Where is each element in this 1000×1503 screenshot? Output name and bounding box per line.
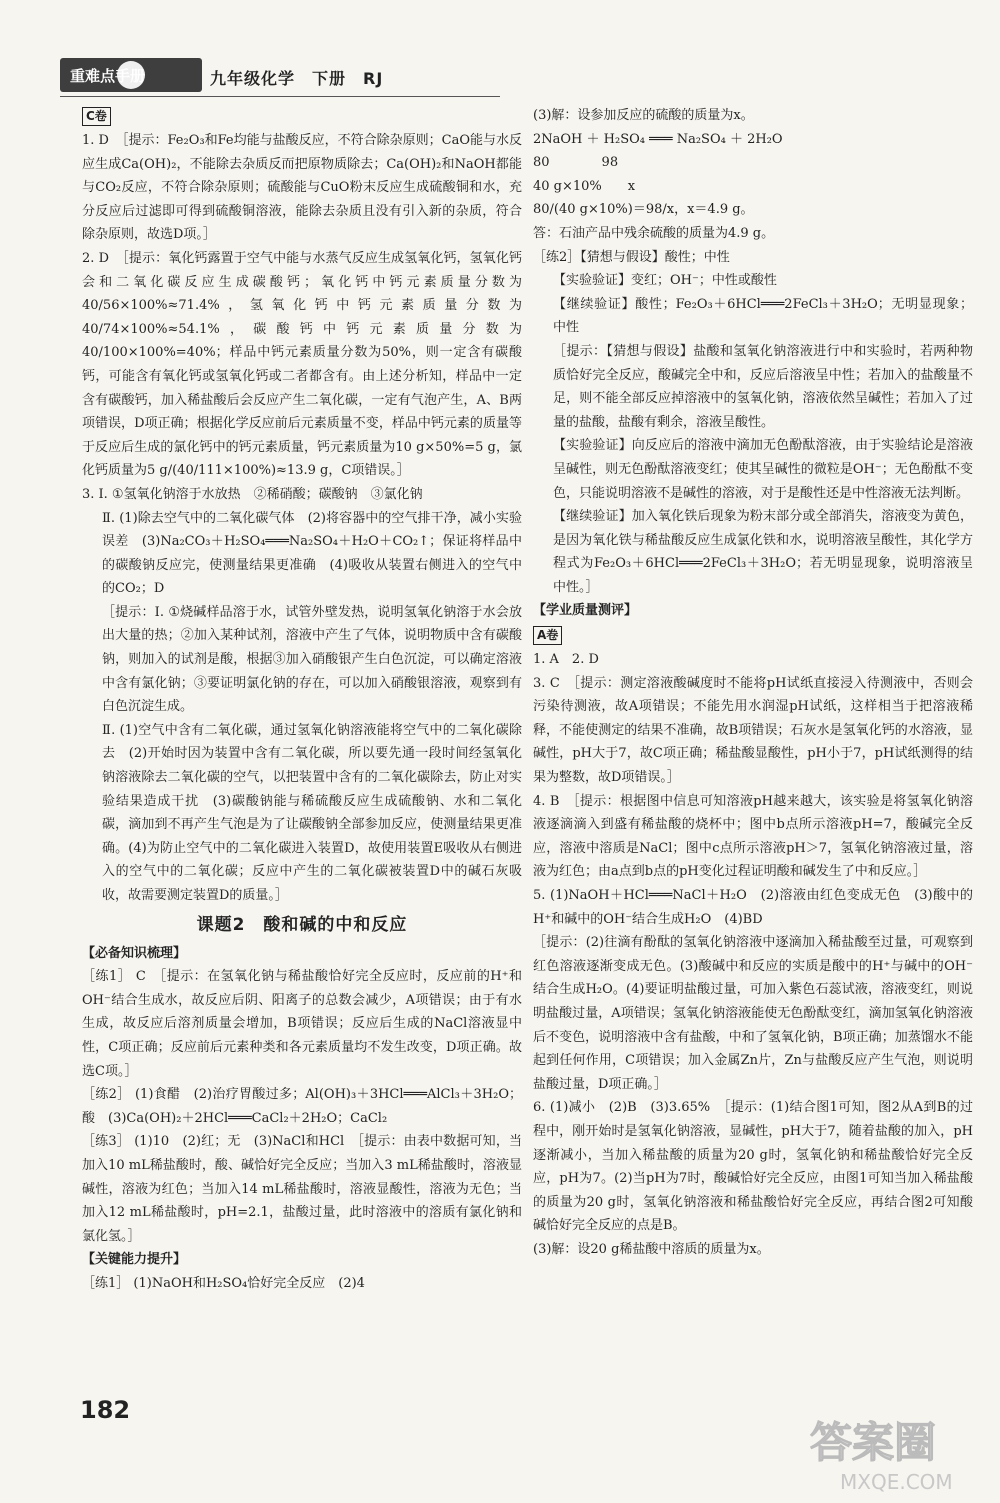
section-tag <box>533 623 973 648</box>
answer-paragraph: ［练2］【猜想与假设】酸性；中性 <box>533 249 730 265</box>
answer-paragraph: ［练3］ (1)10 (2)红；无 (3)NaCl和HCl ［提示：由表中数据可知，当加入10 mL稀盐酸时，酸、碱恰好完全反应；当加入3 mL稀盐酸时，溶液显碱性，溶液为红色；当加入14 mL稀盐酸时，溶液显酸性，溶液为无色；当加入12 mL稀盐酸时，pH=2.1，盐酸过量，此时溶液中的溶质有氯化钠和氯化氢。］ <box>82 1134 522 1244</box>
watermark-url: MXQE.COM <box>840 1470 953 1494</box>
answer-paragraph: 【继续验证】加入氧化铁后现象为粉末部分或全部消失，溶液变为黄色，是因为氧化铁与稀盐酸反应生成氯化铁和水，说明溶液呈酸性，其化学方程式为Fe₂O₃＋6HCl═══2FeCl₃＋3H₂O；若无明显现象，说明溶液呈中性。］ <box>553 509 973 595</box>
answer-paragraph: 1. A 2. D <box>533 652 599 668</box>
header-divider <box>60 96 500 97</box>
answer-paragraph: 80/(40 g×10%)＝98/x，x＝4.9 g。 <box>533 202 754 218</box>
left-column <box>82 104 522 1296</box>
answer-paragraph: ［提示：(2)往滴有酚酞的氢氧化钠溶液中逐滴加入稀盐酸至过量，可观察到红色溶液逐渐变成无色。(3)酸碱中和反应的实质是酸中的H⁺与碱中的OH⁻结合生成H₂O。(4)要证明盐酸过量，可加入紫色石蕊试液，溶液变红，则说明盐酸过量，A项错误；氢氧化钠溶液能使无色酚酞变红，滴加氢氧化钠溶液后不变色，说明溶液中含有盐酸，中和了氢氧化钠，B项正确；加蒸馏水不能起到任何作用，C项错误；加入金属Zn片，Zn与盐酸反应产生气泡，则说明盐酸过量，D项正确。］ <box>533 935 973 1092</box>
answer-paragraph: ［提示：【猜想与假设】盐酸和氢氧化钠溶液进行中和实验时，若两种物质恰好完全反应，酸碱完全中和，反应后溶液呈中性；若加入的盐酸量不足，则不能全部反应掉溶液中的氢氧化钠，溶液依然呈碱性；若加入了过量的盐酸，盐酸有剩余，溶液呈酸性。 <box>553 343 973 430</box>
right-column <box>533 104 973 1262</box>
answer-paragraph: 80 98 <box>533 155 619 171</box>
logo-text: 重难点手册 <box>70 67 146 85</box>
page-header <box>60 56 530 96</box>
answer-paragraph: Ⅱ. (1)除去空气中的二氧化碳气体 (2)将容器中的空气排干净，减小实验误差 (3)Na₂CO₃＋H₂SO₄═══Na₂SO₄＋H₂O＋CO₂↑；保证将样品中的碳酸钠反应完，使测量结果更准确 (4)吸收从装置右侧进入的空气中的CO₂；D <box>102 510 522 597</box>
answer-paragraph: 2NaOH ＋ H₂SO₄ ═══ Na₂SO₄ ＋ 2H₂O <box>533 131 783 147</box>
answer-paragraph: 6. (1)减小 (2)B (3)3.65% ［提示：(1)结合图1可知，图2从A到B的过程中，刚开始时是氢氧化钠溶液，显碱性，pH大于7，随着盐酸的加入，pH逐渐减小，当加入稀盐酸的质量为20 g时，氢氧化钠和稀盐酸恰好完全反应，pH为7。(2)当pH为7时，酸碱恰好完全反应，由图1可知当加入稀盐酸的质量为20 g时，氢氧化钠溶液和稀盐酸恰好完全反应，再结合图2可知酸碱恰好完全反应的点是B。 <box>533 1100 973 1234</box>
book-logo <box>60 58 202 92</box>
section-tag-label: C卷 <box>82 107 111 126</box>
answer-paragraph: 4. B ［提示：根据图中信息可知溶液pH越来越大，该实验是将氢氧化钠溶液逐滴滴入到盛有稀盐酸的烧杯中；图中b点所示溶液pH=7，酸碱完全反应，溶液中溶质是NaCl；图中c点所示溶液pH＞7，氢氧化钠溶液过量，溶液为红色；由a点到b点的pH变化过程证明酸和碱发生了中和反应。］ <box>533 793 973 880</box>
answer-paragraph: Ⅱ. (1)空气中含有二氧化碳，通过氢氧化钠溶液能将空气中的二氧化碳除去 (2)开始时因为装置中含有二氧化碳，所以要先通一段时间经氢氧化钠溶液除去二氧化碳的空气，以把装置中含有的二氧化碳除去，防止对实验结果造成干扰 (3)碳酸钠能与稀硫酸反应生成硫酸钠、水和二氧化碳，滴加到不再产生气泡是为了让碳酸钠全部参加反应，使测量结果更准确。(4)为防止空气中的二氧化碳进入装置D，故使用装置E吸收从右侧进入的空气中的二氧化碳；反应中产生的二氧化碳被装置D中的碱石灰吸收，故需要测定装置D的质量。］ <box>102 722 522 903</box>
answer-paragraph: ［练1］ C ［提示：在氢氧化钠与稀盐酸恰好完全反应时，反应前的H⁺和OH⁻结合生成水，故反应后阴、阳离子的总数会减少，A项错误；由于有水生成，故反应后溶剂质量会增加，B项错误；反应后生成的NaCl溶液显中性，C项正确；反应前后元素种类和各元素质量均不发生改变，D项正确。故选C项。］ <box>82 969 522 1079</box>
watermark-text: 答案圈 <box>810 1418 937 1467</box>
section-heading: 【学业质量测评】 <box>533 603 638 619</box>
answer-paragraph: ［练2］ (1)食醋 (2)治疗胃酸过多；Al(OH)₃＋3HCl═══AlCl₃＋3H₂O；酸 (3)Ca(OH)₂＋2HCl═══CaCl₂＋2H₂O；CaCl₂ <box>82 1087 522 1126</box>
answer-paragraph: ［练1］ (1)NaOH和H₂SO₄恰好完全反应 (2)4 <box>82 1275 365 1291</box>
answer-paragraph: 答：石油产品中残余硫酸的质量为4.9 g。 <box>533 225 775 241</box>
watermark-logo <box>800 1405 980 1495</box>
answer-paragraph: (3)解：设20 g稀盐酸中溶质的质量为x。 <box>533 1241 770 1257</box>
answer-paragraph: 【实验验证】向反应后的溶液中滴加无色酚酞溶液，由于实验结论是溶液呈碱性，则无色酚酞溶液变红；使其呈碱性的微粒是OH⁻；无色酚酞不变色，只能说明溶液不是碱性的溶液，对于是酸性还是中性溶液无法判断。 <box>553 438 973 501</box>
book-subtitle: 九年级化学 下册 RJ <box>210 69 384 88</box>
answer-paragraph: 3. Ⅰ. ①氢氧化钠溶于水放热 ②稀硝酸；碳酸钠 ③氯化钠 <box>82 486 423 502</box>
section-heading: 【关键能力提升】 <box>82 1252 187 1268</box>
section-tag-label: A卷 <box>533 626 562 645</box>
answer-paragraph: 40 g×10% x <box>533 178 636 194</box>
section-tag <box>82 104 522 129</box>
answer-paragraph: 【实验验证】变红；OH⁻；中性或酸性 <box>553 273 777 289</box>
answer-paragraph: 1. D ［提示：Fe₂O₃和Fe均能与盐酸反应，不符合除杂原则；CaO能与水反应生成Ca(OH)₂，不能除去杂质反而把原物质除去；Ca(OH)₂和NaOH都能与CO₂反应，不符合除杂原则；硫酸能与CuO粉末反应生成硫酸铜和水，充分反应后过滤即可得到硫酸铜溶液，能除去杂质且没有引入新的杂质，符合除杂原则，故选D项。］ <box>82 133 522 243</box>
answer-paragraph: 【继续验证】酸性；Fe₂O₃＋6HCl═══2FeCl₃＋3H₂O；无明显现象；中性 <box>553 296 973 336</box>
page-number: 182 <box>80 1396 131 1424</box>
lesson-title: 课题2 酸和碱的中和反应 <box>196 914 408 935</box>
answer-paragraph: 2. D ［提示：氧化钙露置于空气中能与水蒸气反应生成氢氧化钙，氢氧化钙会和二氧化碳反应生成碳酸钙；氧化钙中钙元素质量分数为40/56×100%≈71.4%，氢氧化钙中钙元素质量分数为40/74×100%≈54.1%，碳酸钙中钙元素质量分数为40/100×100%=40%；样品中钙元素质量分数为50%，则一定含有碳酸钙，可能含有氧化钙或氢氧化钙或二者都含有。由上述分析知，样品中一定含有碳酸钙，加入稀盐酸后会反应产生二氧化碳，一定有气泡产生，A、B两项错误，D项正确；根据化学反应前后元素质量不变，样品中钙元素的质量等于反应后生成的氯化钙中的钙元素质量，钙元素质量为10 g×50%=5 g，氯化钙质量为5 g/(40/111×100%)≈13.9 g，C项错误。］ <box>82 250 522 479</box>
answer-paragraph: 5. (1)NaOH＋HCl═══NaCl＋H₂O (2)溶液由红色变成无色 (3)酸中的H⁺和碱中的OH⁻结合生成H₂O (4)BD <box>533 888 973 927</box>
answer-paragraph: (3)解：设参加反应的硫酸的质量为x。 <box>533 108 754 123</box>
answer-paragraph: ［提示：Ⅰ. ①烧碱样品溶于水，试管外壁发热，说明氢氧化钠溶于水会放出大量的热；②加入某种试剂，溶液中产生了气体，说明物质中含有碳酸钠，则加入的试剂是酸，根据③加入硝酸银产生白色沉淀，可以确定溶液中含有氯化钠；③要证明氯化钠的存在，可以加入硝酸银溶液，观察到有白色沉淀生成。 <box>102 604 522 715</box>
section-heading: 【必备知识梳理】 <box>82 945 187 961</box>
answer-paragraph: 3. C ［提示：测定溶液酸碱度时不能将pH试纸直接浸入待测液中，否则会污染待测液，故A项错误；不能先用水润湿pH试纸，这样相当于把溶液稀释，不能使测定的结果不准确，故B项错误；石灰水是氢氧化钙的水溶液，显碱性，pH大于7，故C项正确；稀盐酸显酸性，pH小于7，pH试纸测得的结果为整数，故D项错误。］ <box>533 675 973 786</box>
